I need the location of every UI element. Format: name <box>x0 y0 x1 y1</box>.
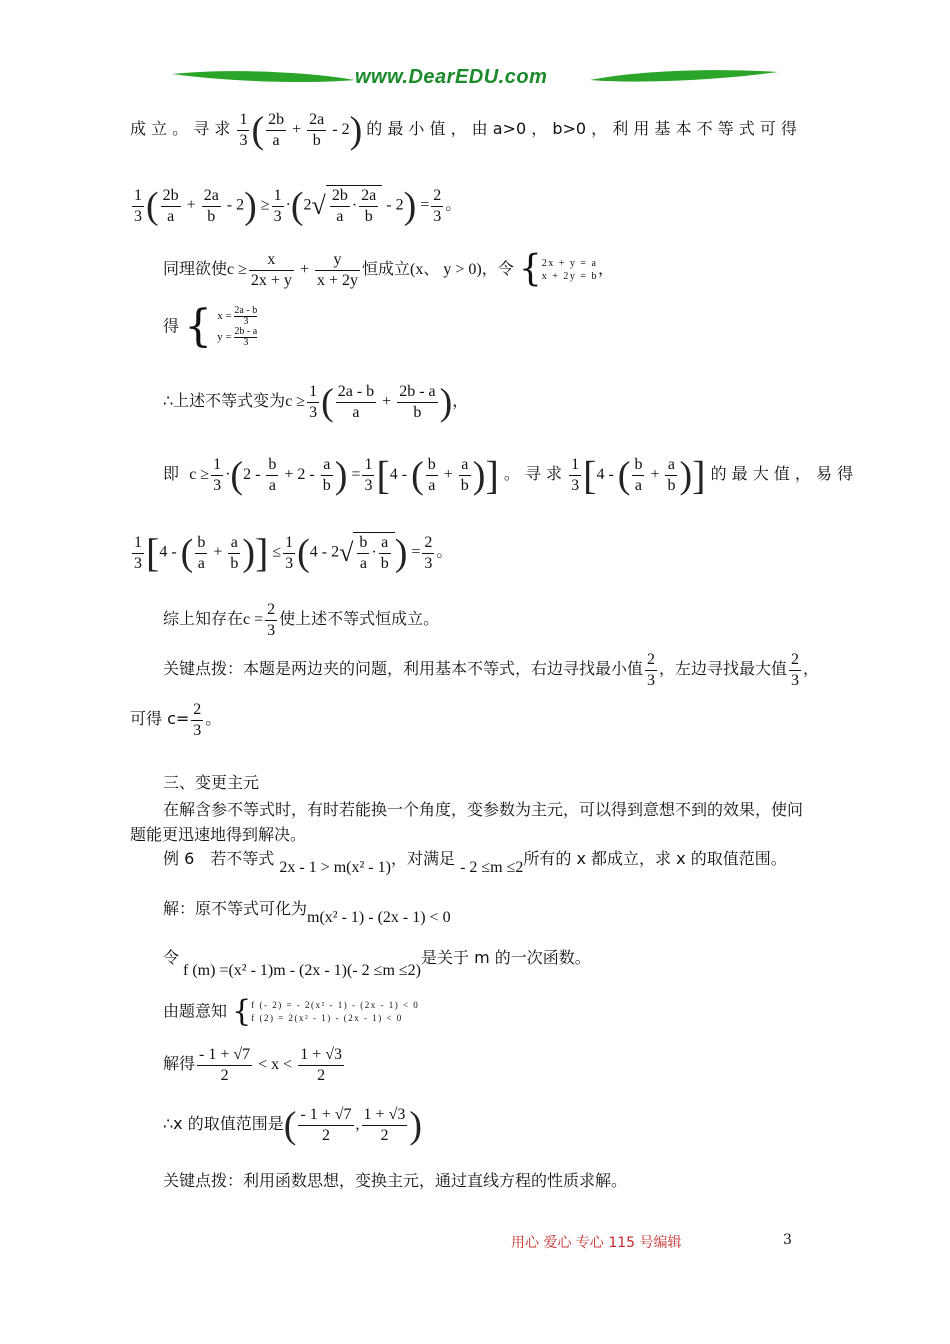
line-8: 综上知存在c = $\frac{2}{3}$ 使上述不等式恒成立。 <box>163 601 440 639</box>
paragraph-line-2: 题能更迅速地得到解决。 <box>130 825 307 844</box>
solved-line: 解得 $\frac{- 1 + √7}{2}$ < x < $\frac{1 + √3}{2}$ <box>163 1046 343 1084</box>
page-number: 3 <box>783 1232 792 1248</box>
line-3: 同理欲使c ≥ $\frac{x}{2x + y}$ + $\frac{y}{x + 2y}$ 恒成立(x、 y > 0)，令 { 2x + y = a x + 2y = b ， <box>163 248 615 290</box>
range-line: ∴x 的取值范围是( $\frac{- 1 + √7}{2}$ , $\frac{1 + √3}{2}$ ) <box>163 1104 423 1147</box>
let-line: 令f (m) =(x² - 1)m - (2x - 1)(- 2 ≤m ≤2)是关于 m 的一次函数。 <box>163 948 591 979</box>
example-6: 例 6 若不等式 2x - 1 > m(x² - 1)，对满足 - 2 ≤m ≤2所有的 x 都成立，求 x 的取值范围。 <box>163 849 787 876</box>
line-1: 成 立 。 寻 求 $\frac{1}{3}$ ( $\frac{2b}{a}$ + $\frac{2a}{b}$ - 2) 的 最 小 值 ， 由 a>0 ， b>0 ， 利 用 基 本 不 等 式 可 得 <box>130 109 797 152</box>
site-logo[interactable]: www.DearEDU.com <box>355 66 548 88</box>
section-title: 三、变更主元 <box>163 773 260 792</box>
paragraph-line-1: 在解含参不等式时，有时若能换一个角度，变参数为主元，可以得到意想不到的效果，使问 <box>163 800 804 819</box>
line-9: 关键点拨：本题是两边夹的问题，利用基本不等式，右边寻找最小值 $\frac{2}{3}$ ，左边寻找最大值 $\frac{2}{3}$ ， <box>163 651 820 689</box>
line-6: 即 c ≥ $\frac{1}{3}$ ·(2 - $\frac{b}{a}$ + 2 - $\frac{a}{b}$ ) = $\frac{1}{3}$ [4 - ( $\frac{b}{a}$ + $\frac{a}{b}$ )] 。 寻 求 $\frac{1}{3}$ [4 - ( $\frac{b}{a}$ + $\frac{a}{b}$ )] 的 最 大 值 ， 易 得 <box>163 452 854 498</box>
footer-text: 用心 爱心 专心 115 号编辑 <box>511 1235 682 1251</box>
line-4: 得 { x = $\frac{2a - b}{3}$ y = $\frac{2b - a}{3}$ <box>163 301 258 352</box>
line-5: ∴上述不等式变为c ≥ $\frac{1}{3}$ ( $\frac{2a - b}{a}$ + $\frac{2b - a}{b}$ )， <box>163 381 469 424</box>
solution-line: 解：原不等式可化为m(x² - 1) - (2x - 1) < 0 <box>163 899 451 926</box>
line-10: 可得 c= $\frac{2}{3}$ 。 <box>130 701 222 739</box>
condition-line: 由题意知 { f (- 2) = - 2(x² - 1) - (2x - 1) < 0 f (2) = 2(x² - 1) - (2x - 1) < 0 <box>163 994 420 1029</box>
line-2: $\frac{1}{3}$ ( $\frac{2b}{a}$ + $\frac{2a}{b}$ - 2) ≥ $\frac{1}{3}$ ·(2√ $\frac{2b}{a}$ · $\frac{2a}{b}$ - 2) = $\frac{2}{3}$ 。 <box>134 185 462 227</box>
line-7: $\frac{1}{3}$ [4 - ( $\frac{b}{a}$ + $\frac{a}{b}$ )] ≤ $\frac{1}{3}$ (4 - 2√ $\frac{b}{a}$ · $\frac{a}{b}$ ) = $\frac{2}{3}$ 。 <box>134 530 453 575</box>
key-point-2: 关键点拨：利用函数思想，变换主元，通过直线方程的性质求解。 <box>163 1171 628 1190</box>
